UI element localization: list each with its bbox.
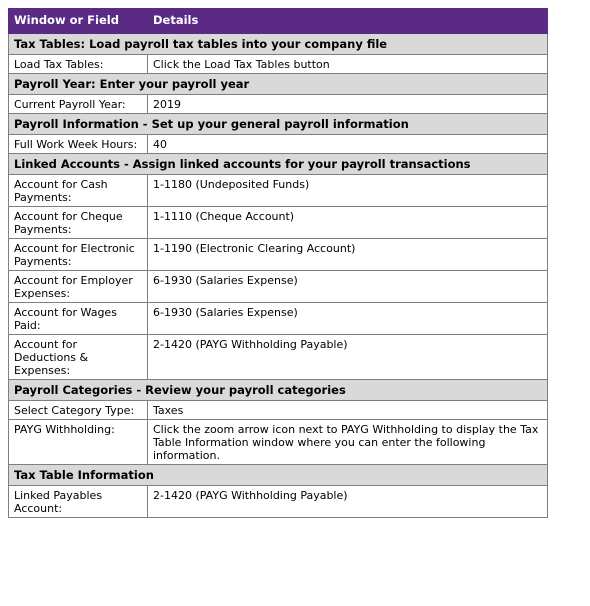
details-cell: 1-1180 (Undeposited Funds)	[148, 175, 548, 207]
details-cell: 2019	[148, 95, 548, 114]
details-cell: Taxes	[148, 401, 548, 420]
details-cell: 2-1420 (PAYG Withholding Payable)	[148, 486, 548, 518]
details-cell: 1-1110 (Cheque Account)	[148, 207, 548, 239]
details-cell: 6-1930 (Salaries Expense)	[148, 271, 548, 303]
section-header-row	[9, 114, 548, 135]
table-row	[9, 95, 548, 114]
field-name-cell: Account for Deductions & Expenses:	[9, 335, 148, 380]
details-cell: Click the Load Tax Tables button	[148, 55, 548, 74]
setup-table-container	[8, 8, 548, 518]
header-details: Details	[148, 9, 548, 34]
section-title: Tax Table Information	[9, 465, 548, 486]
field-name-cell: Account for Electronic Payments:	[9, 239, 148, 271]
section-header-row	[9, 34, 548, 55]
details-cell: 1-1190 (Electronic Clearing Account)	[148, 239, 548, 271]
section-title: Payroll Information - Set up your general payroll information	[9, 114, 548, 135]
field-name-cell: Select Category Type:	[9, 401, 148, 420]
header-window-or-field: Window or Field	[9, 9, 148, 34]
table-row	[9, 486, 548, 518]
field-name-cell: Load Tax Tables:	[9, 55, 148, 74]
table-row	[9, 239, 548, 271]
table-row	[9, 207, 548, 239]
field-name-cell: Current Payroll Year:	[9, 95, 148, 114]
details-cell: 2-1420 (PAYG Withholding Payable)	[148, 335, 548, 380]
field-name-cell: Account for Wages Paid:	[9, 303, 148, 335]
section-header-row	[9, 154, 548, 175]
header-row	[9, 9, 548, 34]
section-title: Tax Tables: Load payroll tax tables into your company file	[9, 34, 548, 55]
field-name-cell: Account for Cash Payments:	[9, 175, 148, 207]
section-header-row	[9, 74, 548, 95]
table-row	[9, 55, 548, 74]
field-name-cell: Linked Payables Account:	[9, 486, 148, 518]
table-row	[9, 303, 548, 335]
table-row	[9, 335, 548, 380]
table-row	[9, 401, 548, 420]
section-title: Payroll Categories - Review your payroll categories	[9, 380, 548, 401]
details-cell: 6-1930 (Salaries Expense)	[148, 303, 548, 335]
field-name-cell: Account for Employer Expenses:	[9, 271, 148, 303]
details-cell: Click the zoom arrow icon next to PAYG Withholding to display the Tax Table Information window where you can enter the following information.	[148, 420, 548, 465]
table-header	[9, 9, 548, 34]
field-name-cell: Account for Cheque Payments:	[9, 207, 148, 239]
table-row	[9, 135, 548, 154]
table-row	[9, 420, 548, 465]
field-name-cell: Full Work Week Hours:	[9, 135, 148, 154]
details-cell: 40	[148, 135, 548, 154]
table-body	[9, 34, 548, 518]
section-title: Payroll Year: Enter your payroll year	[9, 74, 548, 95]
table-row	[9, 175, 548, 207]
table-row	[9, 271, 548, 303]
section-title: Linked Accounts - Assign linked accounts for your payroll transactions	[9, 154, 548, 175]
payroll-setup-table	[8, 8, 548, 518]
section-header-row	[9, 380, 548, 401]
section-header-row	[9, 465, 548, 486]
field-name-cell: PAYG Withholding:	[9, 420, 148, 465]
